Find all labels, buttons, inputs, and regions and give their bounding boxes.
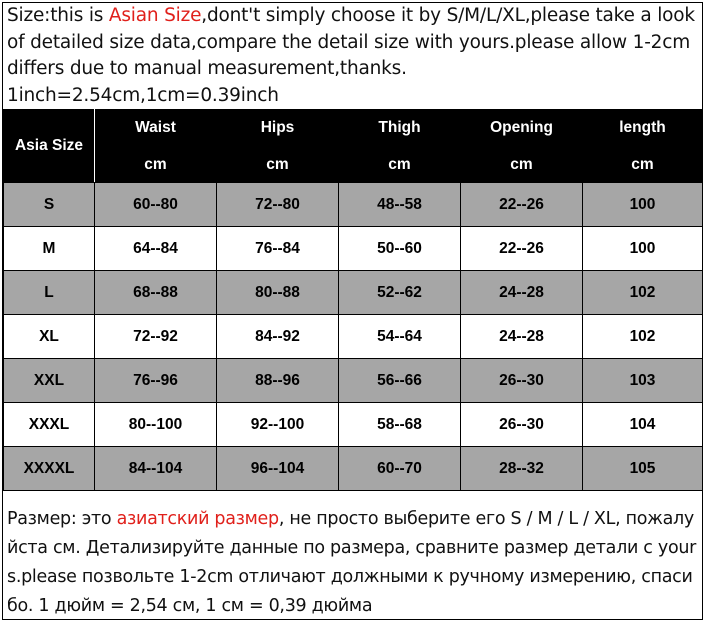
asian-size-highlight: Asian Size (108, 5, 202, 26)
thigh-cell: 58--68 (339, 403, 461, 447)
waist-cell: 76--96 (95, 359, 217, 403)
notice-body: ,dont't simply choose it by S/M/L/XL,please take a look of detailed size data,compare the detail size with yours.please allow 1-2cm differs due to manual measurement,thanks. (7, 5, 695, 79)
ru-notice-prefix: Размер: это (7, 509, 117, 529)
size-table (3, 109, 703, 491)
length-cell: 102 (583, 271, 703, 315)
size-notice-russian (7, 505, 699, 621)
waist-cell: 64--84 (95, 227, 217, 271)
hips-cell: 88--96 (217, 359, 339, 403)
header-hips: Hips (217, 110, 339, 147)
opening-cell: 24--28 (461, 315, 583, 359)
table-row (4, 403, 703, 447)
waist-cell: 72--92 (95, 315, 217, 359)
ru-notice-body: , не просто выберите его S / M / L / XL, пожалуйста см. Детализируйте данные по размера, сравните размер детали с yours.please позвольте 1-2cm отличают должными к ручному измерению, спасибо. 1 дюйм = 2,54 см, 1 см = 0,39 дюйма (7, 509, 697, 616)
thigh-cell: 48--58 (339, 183, 461, 227)
length-cell: 100 (583, 183, 703, 227)
table-row (4, 447, 703, 491)
table-row (4, 359, 703, 403)
size-cell: S (4, 183, 95, 227)
opening-cell: 22--26 (461, 183, 583, 227)
thigh-cell: 60--70 (339, 447, 461, 491)
opening-cell: 26--30 (461, 403, 583, 447)
header-thigh: Thigh (339, 110, 461, 147)
unit-length: cm (583, 147, 703, 183)
size-cell: M (4, 227, 95, 271)
length-cell: 102 (583, 315, 703, 359)
size-cell: L (4, 271, 95, 315)
waist-cell: 80--100 (95, 403, 217, 447)
thigh-cell: 56--66 (339, 359, 461, 403)
size-cell: XXXL (4, 403, 95, 447)
hips-cell: 96--104 (217, 447, 339, 491)
unit-waist: cm (95, 147, 217, 183)
opening-cell: 26--30 (461, 359, 583, 403)
size-cell: XL (4, 315, 95, 359)
table-row (4, 271, 703, 315)
size-notice-english (7, 3, 697, 109)
hips-cell: 72--80 (217, 183, 339, 227)
waist-cell: 68--88 (95, 271, 217, 315)
hips-cell: 92--100 (217, 403, 339, 447)
hips-cell: 84--92 (217, 315, 339, 359)
length-cell: 105 (583, 447, 703, 491)
table-row (4, 315, 703, 359)
opening-cell: 24--28 (461, 271, 583, 315)
header-row-names (4, 110, 703, 147)
length-cell: 103 (583, 359, 703, 403)
hips-cell: 76--84 (217, 227, 339, 271)
size-cell: XXXXL (4, 447, 95, 491)
header-row-units (4, 147, 703, 183)
header-asia-size: Asia Size (4, 110, 95, 183)
table-row (4, 183, 703, 227)
header-opening: Opening (461, 110, 583, 147)
table-row (4, 227, 703, 271)
length-cell: 104 (583, 403, 703, 447)
unit-opening: cm (461, 147, 583, 183)
notice-prefix: Size:this is (7, 5, 109, 26)
header-length: length (583, 110, 703, 147)
waist-cell: 84--104 (95, 447, 217, 491)
opening-cell: 22--26 (461, 227, 583, 271)
header-waist: Waist (95, 110, 217, 147)
thigh-cell: 50--60 (339, 227, 461, 271)
thigh-cell: 52--62 (339, 271, 461, 315)
ru-asian-size-highlight: азиатский размер (116, 509, 279, 529)
unit-conversion-note: 1inch=2.54cm,1cm=0.39inch (7, 84, 279, 106)
waist-cell: 60--80 (95, 183, 217, 227)
thigh-cell: 54--64 (339, 315, 461, 359)
unit-thigh: cm (339, 147, 461, 183)
unit-hips: cm (217, 147, 339, 183)
hips-cell: 80--88 (217, 271, 339, 315)
length-cell: 100 (583, 227, 703, 271)
size-cell: XXL (4, 359, 95, 403)
opening-cell: 28--32 (461, 447, 583, 491)
